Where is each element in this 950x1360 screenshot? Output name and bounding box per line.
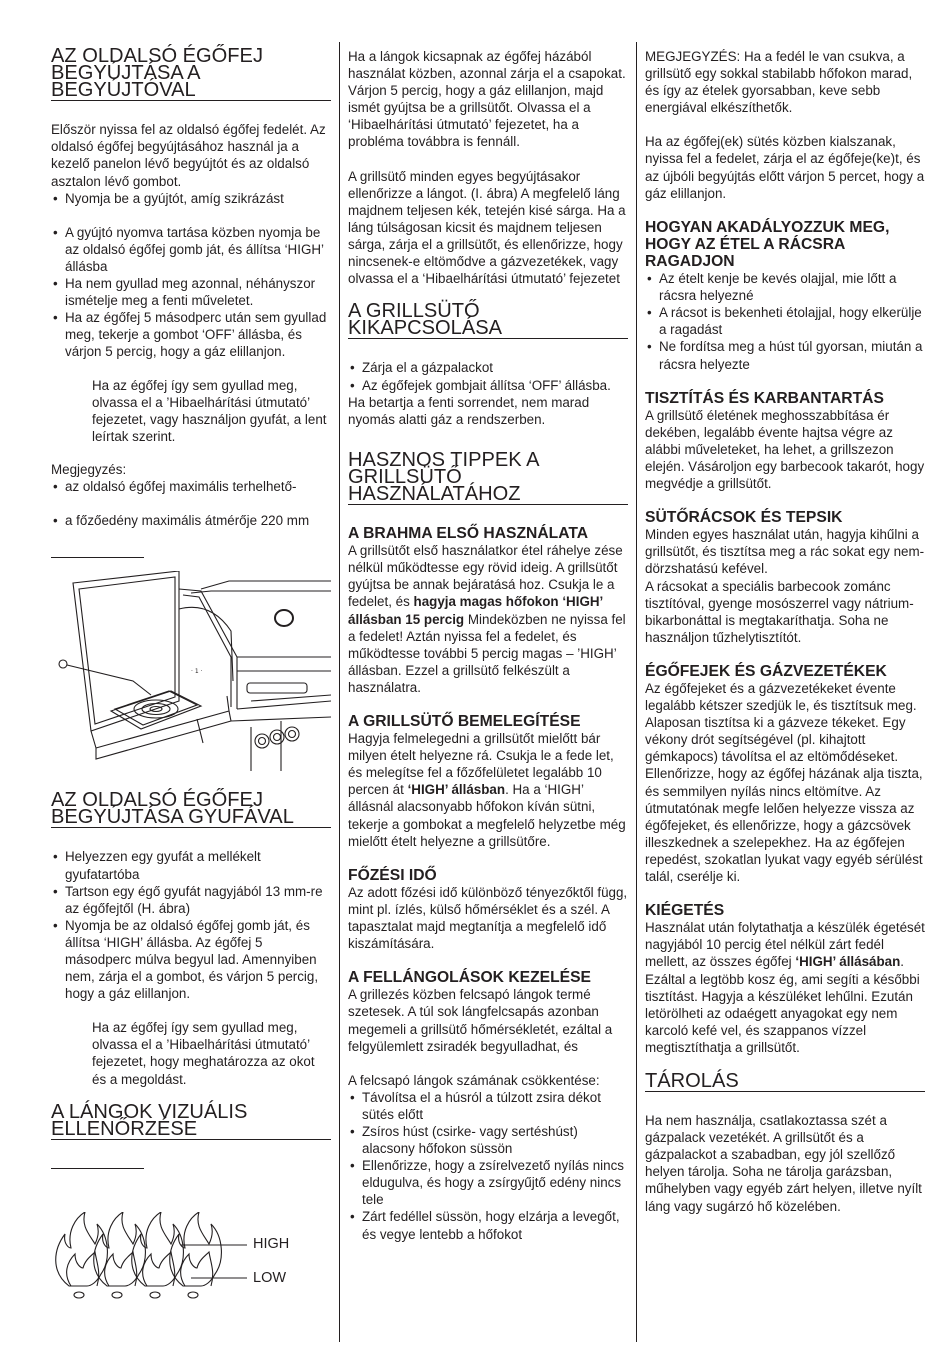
list-item: • Nyomja be az oldalsó égőfej gomb ját, és állítsa ‘HIGH’ állásba. Az égőfej 5 másodperc múlva begyul lad. Amennyiben nem, zárja el a gombot, és várjon 5 percig, hogy a gáz elillanjon. <box>51 917 331 1002</box>
bullet-list-igniter <box>51 190 331 361</box>
bullet-list-flare <box>348 1089 628 1243</box>
flame-label-low: LOW <box>253 1270 287 1286</box>
text-run: . Ha a ‘HIGH’ állásnál alacsonyabb hőfokon kíván sütni, tekerje a gombokat a megfelelő helyzetbe még mielőtt ételt helyezne a grillsütőre. <box>348 782 626 849</box>
subheading-cleaning: TISZTÍTÁS ÉS KARBANTARTÁS <box>645 389 884 407</box>
subheading-burners: ÉGŐFEJEK ÉS GÁZVEZETÉKEK <box>645 662 887 680</box>
paragraph-first-use <box>348 542 628 696</box>
column-2 <box>348 40 628 1243</box>
flame-diagram <box>51 1212 261 1304</box>
paragraph-flare-reduce: A felcsapó lángok számának csökkentése: <box>348 1072 600 1088</box>
section-heading-igniter: AZ OLDALSÓ ÉGŐFEJ BEGYÚJTÁSA A BEGYÚJTÓVAL <box>51 48 331 101</box>
list-item: • az oldalsó égőfej maximális terhelhető- <box>51 478 331 495</box>
text-run: Használat után folytathatja a készülék égetését nagyjából 10 percig étel nélkül zárt fedél mellett, az összes égőfej <box>645 920 925 970</box>
paragraph-cleaning: A grillsütő életének meghosszabbítása ér dekében, legalább évente hajtsa végre az alábbi műveleteket, ha lehet, a grillszezon elején. Vásároljon egy barbecook takarót, hogy megvédje a grillsütőt. <box>645 407 925 492</box>
list-item: • A rácsot is bekenheti étolajjal, hogy elkerülje a ragadást <box>645 304 925 338</box>
text-run: Hagyja felmelegedni a grillsütőt mielőtt bár milyen ételt helyezne rá. Csukja le a fede let, és melegítse fel a főzőfelületet legalább 10 percen át <box>348 731 614 798</box>
paragraph-grates: Minden egyes használat után, hagyja kihűlni a grillsütőt, és tisztítsa meg a rác sokat egy nem-dörzshatású kefével. <box>645 527 925 577</box>
side-burner-illustration <box>51 571 331 771</box>
paragraph-preheat <box>348 730 628 850</box>
list-item: • Az égőfejek gombjait állítsa ‘OFF’ állásba. <box>348 377 628 394</box>
text-run-bold: ‘HIGH’ állásában <box>795 954 901 970</box>
paragraph-lid-note: MEGJEGYZÉS: Ha a fedél le van csukva, a grillsütő egy sokkal stabilabb hőfokon marad, és így az ételek gyorsabban, keve sebb energiával elkészíthetők. <box>645 49 913 116</box>
paragraph-flame-check: A grillsütő minden egyes begyújtásakor ellenőrizze a lángot. (I. ábra) A megfelelő láng majdnem teljesen kék, tetején kisé sárga. Ha a láng túlságosan kicsit és majdnem teljesen sárga, zárja el a grillsütőt, és ellenőrizze, hogy nincsenek-e eltömődve a gázvezetékek, vagy olvassa el a ‘Hibaelhárítási útmutató’ fejezetet <box>348 168 626 287</box>
text-run: A grillsütőt első használatkor étel ráhelye zése nélkül működtesse egy rövid ideig. A grillsütőt gyújtsa be annak bejáratásá hoz. Csukja le a fedelet, és <box>348 543 623 610</box>
column-divider-2 <box>636 42 637 1342</box>
paragraph-cooking-time: Az adott főzési idő különböző tényezőktől függ, mint pl. ízlés, külső hőmérséklet és a szél. A tapasztalat majd megtanítja a megfelelő idő kiszámítására. <box>348 884 628 952</box>
column-3 <box>645 40 925 1215</box>
list-item: • Zárt fedéllel süssön, hogy elzárja a levegőt, és vegye lentebb a hőfokot <box>348 1208 628 1242</box>
bullet-list-sticking <box>645 270 925 373</box>
paragraph-burner-out: Ha az égőfej(ek) sütés közben kialszanak, nyissa fel a fedelet, zárja el az égőfeje(ke)t, és az újbóli begyújtás előtt várjon 5 percet, hogy a gáz elillanjon. <box>645 134 925 201</box>
text-run-bold: hagyja magas hőfokon ‘HIGH’ állásban 15 percig <box>348 594 603 627</box>
list-item: • Tartson egy égő gyufát nagyjából 13 mm-re az égőfejtől (H. ábra) <box>51 883 331 917</box>
bullet-list-match <box>51 848 331 1002</box>
list-item: • A gyújtó nyomva tartása közben nyomja be az oldalsó égőfej gomb ját, és állítsa ‘HIGH’ állásba <box>51 224 331 275</box>
flame-figure-rule <box>51 1168 144 1169</box>
subheading-first-use: A BRAHMA ELSŐ HASZNÁLATA <box>348 525 589 543</box>
subheading-cooking-time: FŐZÉSI IDŐ <box>348 866 437 884</box>
bullet-list-shutdown <box>348 359 628 393</box>
section-heading-flame-check: A LÁNGOK VIZUÁLIS ELLENŐRZÉSE <box>51 1104 331 1140</box>
list-item: • Helyezzen egy gyufát a mellékelt gyufatartóba <box>51 848 331 882</box>
paragraph-intro: Először nyissa fel az oldalsó égőfej fedelét. Az oldalsó égőfej begyújtásához használ ja a kezelő panelon lévő begyújtót és az oldalsó asztalon lévő gombot. <box>51 122 326 189</box>
flame-label-high: HIGH <box>253 1236 290 1252</box>
column-1 <box>51 40 331 1169</box>
list-item: • a főzőedény maximális átmérője 220 mm <box>51 512 331 529</box>
svg-text:· 1 ·: · 1 · <box>191 668 203 676</box>
subheading-flare-ups: A FELLÁNGOLÁSOK KEZELÉSE <box>348 969 591 987</box>
list-item: • Ne fordítsa meg a húst túl gyorsan, miután a rácsra helyezte <box>645 338 925 372</box>
list-item: • Ha az égőfej 5 másodperc után sem gyullad meg, tekerje a gombot ‘OFF’ állásba, és várjon 5 percig, hogy a gáz elillanjon. <box>51 309 331 360</box>
section-heading-match-lighting: AZ OLDALSÓ ÉGŐFEJ BEGYÚJTÁSA GYUFÁVAL <box>51 792 331 828</box>
subheading-grates: SÜTŐRÁCSOK ÉS TEPSIK <box>645 509 843 527</box>
list-item: • Zsíros húst (csirke- vagy sertéshúst) alacsony hőfokon süssön <box>348 1123 628 1157</box>
paragraph-burners: Az égőfejeket és a gázvezetékeket évente legalább kétszer szedjük le, és tisztítsuk meg. Alaposan tisztítsa ki a gázveze tékeket. Egy vékony drót segítségével (pl. kihajtott gémkapocs) távolítsa el az eltömődéseket. Ellenőrizze, hogy az égőfej házának alja tiszta, és semmilyen nyílás nincs eltömítve. Az útmutatónak megfe lelően helyezze vissza az égőfejeket, és ellenőrizze, hogy a gázcsövek illeszkednek a szelepekhez. Ha az égőfejen repedést, szokatlan lyukat vagy egyéb sérülést talál, cserélje ki. <box>645 681 923 885</box>
section-heading-tips: HASZNOS TIPPEK A GRILLSÜTŐ HASZNÁLATÁHOZ <box>348 452 628 505</box>
text-run: . Ezáltal a legtöbb kosz ég, ami segíti a későbbi tisztítást. Hagyja a készüléket lehűlni. Ezután letörölheti az odaégett anyagokat egy nem karcoló kefé vel, és szappanos vízzel megtisztíthatja a grillsütőt. <box>645 954 920 1055</box>
list-item: • Zárja el a gázpalackot <box>348 359 628 376</box>
text-run-bold: ‘HIGH’ állásban <box>407 782 506 798</box>
paragraph-match-fallback: Ha az égőfej így sem gyullad meg, olvassa el a ’Hibaelhárítási útmutató’ fejezetet, hogy meghatározza az okot és a megoldást. <box>92 1020 315 1087</box>
paragraph-burn-off <box>645 919 925 1056</box>
paragraph-flare-warning: Ha a lángok kicsapnak az égőfej házából használat közben, azonnal zárja el a csapokat. Várjon 5 percig, hogy a gáz elillanjon, majd ismét gyújtsa be a grillsütőt. Olvassa el a ‘Hibaelhárítási útmutató’ fejezetet, ha a probléma továbbra is fennáll. <box>348 49 626 150</box>
list-item: • Az ételt kenje be kevés olajjal, mie lőtt a rácsra helyezné <box>645 270 925 304</box>
paragraph-grates-2: A rácsokat a speciális barbecook zománc tisztítóval, gyenge mosószerrel vagy nátrium-bikarbonáttal is megtakaríthatja. Soha ne használjon tűzhelytisztítót. <box>645 578 914 645</box>
list-item: • Távolítsa el a húsról a túlzott zsira dékot sütés előtt <box>348 1089 628 1123</box>
subheading-sticking: HOGYAN AKADÁLYOZZUK MEG, HOGY AZ ÉTEL A RÁCSRA RAGADJON <box>645 218 890 270</box>
section-heading-storage: TÁROLÁS <box>645 1073 925 1092</box>
text-run: Mindeközben ne nyissa fel a fedelet! Aztán nyissa fel a fedelet, és működtesse további 5 percig magas – ’HIGH’ állásban. Ezzel a grillsütő felkészült a használatra. <box>348 611 626 695</box>
paragraph-fallback: Ha az égőfej így sem gyullad meg, olvassa el a ’Hibaelhárítási útmutató’ fejezetet, vagy használjon gyufát, a lent leírtak szerint. <box>92 377 327 444</box>
list-item: • Ellenőrizze, hogy a zsírelvezető nyílás nincs eldugulva, és hogy a zsírgyűjtő edény nincs tele <box>348 1157 628 1208</box>
list-item: • Ha nem gyullad meg azonnal, néhányszor ismételje meg a fenti műveletet. <box>51 275 331 309</box>
section-heading-shutdown: A GRILLSÜTŐ KIKAPCSOLÁSA <box>348 303 628 339</box>
subheading-burn-off: KIÉGETÉS <box>645 902 725 920</box>
paragraph-storage: Ha nem használja, csatlakoztassa szét a gázpalack vezetékét. A grillsütőt és a gázpalackot a szabadban, egy jól szellőző helyen tárolja. Soha ne tárolja garázsban, műhelyben vagy egyéb zárt helyen, illetve nyílt láng vagy sugárzó hő közelében. <box>645 1113 922 1214</box>
subheading-preheat: A GRILLSÜTŐ BEMELEGÍTÉSE <box>348 713 581 730</box>
paragraph-flare-ups: A grillezés közben felcsapó lángok termé szetesek. A túl sok lángfelcsapás azonban megemeli a grillsütő hőmérsékletét, ezáltal a felgyülemlett zsiradék begyulladhat, és <box>348 987 613 1054</box>
paragraph-shutdown-note: Ha betartja a fenti sorrendet, nem marad nyomás alatti gáz a rendszerben. <box>348 394 590 427</box>
note-list <box>51 478 331 529</box>
list-item: • Nyomja be a gyújtót, amíg szikrázást <box>51 190 331 207</box>
note-label: Megjegyzés: <box>51 461 127 477</box>
column-divider-1 <box>339 42 340 1342</box>
